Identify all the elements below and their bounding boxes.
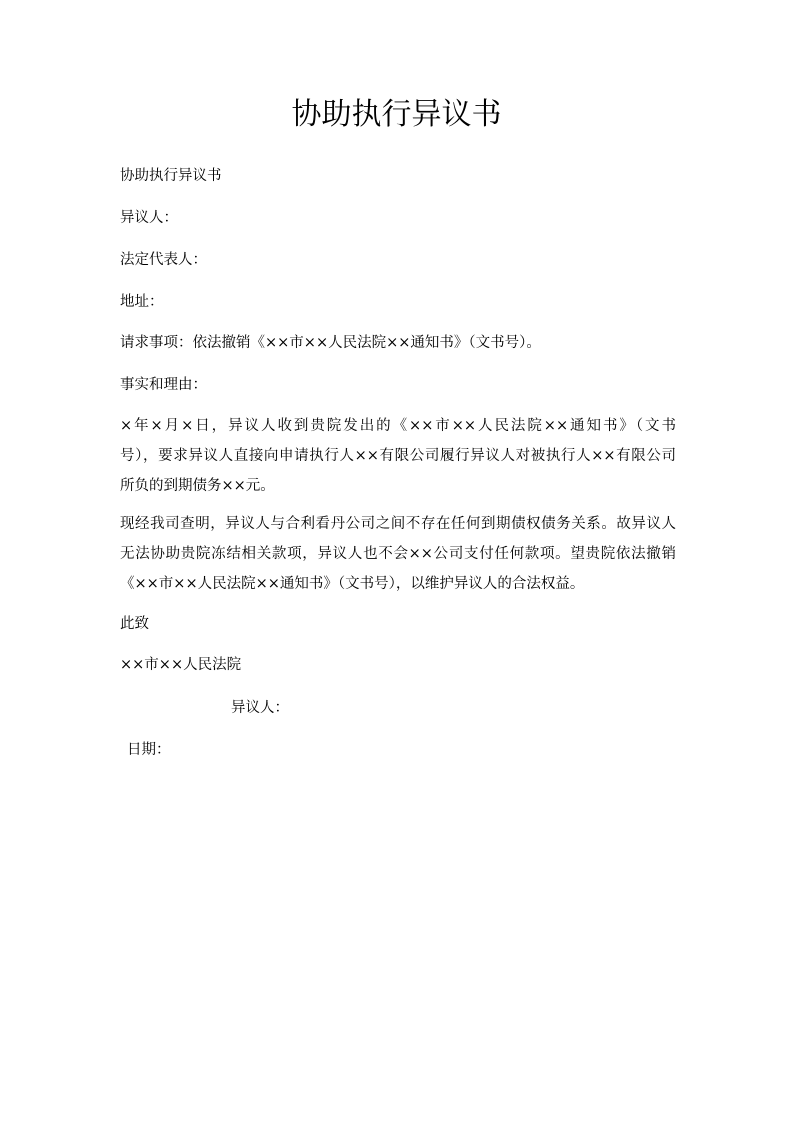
paragraph-line: 号），要求异议人直接向申请执行人××有限公司履行异议人对被执行人××有限公司	[120, 448, 676, 464]
paragraph-line: ×年×月×日，异议人收到贵院发出的《××市××人民法院××通知书》（文书	[120, 418, 676, 434]
signature-label: 异议人：	[231, 700, 289, 716]
recipient-court: ××市××人民法院	[120, 657, 242, 673]
facts-heading: 事实和理由：	[120, 377, 207, 393]
legal-representative-label: 法定代表人：	[120, 252, 207, 268]
paragraph-line: 所负的到期债务××元。	[120, 478, 275, 494]
paragraph-line: 现经我司查明，异议人与合利看丹公司之间不存在任何到期债权债务关系。故异议人	[120, 516, 676, 532]
document-subtitle: 协助执行异议书	[120, 168, 222, 184]
address-label: 地址：	[120, 294, 164, 310]
objector-label: 异议人：	[120, 210, 178, 226]
paragraph-line: 《××市××人民法院××通知书》（文书号），以维护异议人的合法权益。	[120, 576, 585, 592]
date-label: 日期：	[127, 742, 171, 758]
facts-paragraph-2	[120, 509, 676, 599]
document-title: 协助执行异议书	[291, 97, 502, 132]
facts-paragraph-1	[120, 411, 676, 501]
request-items: 请求事项：依法撤销《××市××人民法院××通知书》（文书号）。	[120, 335, 541, 351]
closing-salutation: 此致	[120, 616, 149, 632]
paragraph-line: 无法协助贵院冻结相关款项，异议人也不会××公司支付任何款项。望贵院依法撤销	[120, 546, 676, 562]
